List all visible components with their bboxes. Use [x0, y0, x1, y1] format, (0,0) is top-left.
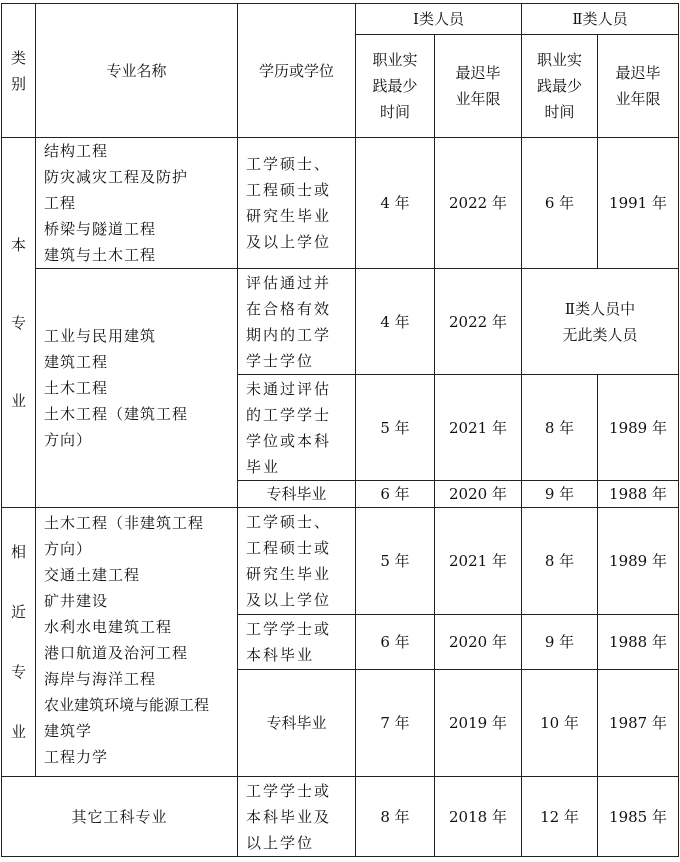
- c2-year: 1987 年: [598, 670, 679, 777]
- major-list: 工业与民用建筑 建筑工程 土木工程 土木工程（建筑工程 方向）: [36, 269, 238, 508]
- c2-note: Ⅱ类人员中 无此类人员: [522, 269, 679, 375]
- table-row: [2, 777, 679, 857]
- c2-time: 12 年: [522, 777, 598, 857]
- requirements-table: [1, 3, 679, 857]
- degree-cell: 工学学士或 本科毕业: [238, 615, 356, 670]
- c1-year: 2022 年: [435, 269, 522, 375]
- header-c1-latest-grad: 最迟毕 业年限: [435, 35, 522, 138]
- degree-cell: 工学硕士、 工程硕士或 研究生毕业 及以上学位: [238, 138, 356, 269]
- c1-year: 2021 年: [435, 375, 522, 481]
- c1-time: 5 年: [356, 375, 435, 481]
- degree-cell: 未通过评估 的工学学士 学位或本科 毕业: [238, 375, 356, 481]
- header-class-1: Ⅰ类人员: [356, 4, 522, 35]
- c1-time: 5 年: [356, 508, 435, 615]
- c2-time: 6 年: [522, 138, 598, 269]
- c2-year: 1988 年: [598, 481, 679, 508]
- major-list: 土木工程（非建筑工程 方向） 交通土建工程 矿井建设 水利水电建筑工程 港口航道及治河工程 海岸与海洋工程 农业建筑环境与能源工程 建筑学 工程力学: [36, 508, 238, 777]
- c1-time: 6 年: [356, 615, 435, 670]
- degree-cell: 专科毕业: [238, 481, 356, 508]
- header-degree: 学历或学位: [238, 4, 356, 138]
- c2-year: 1989 年: [598, 375, 679, 481]
- table-row: [2, 508, 679, 615]
- degree-cell: 评估通过并 在合格有效 期内的工学 学士学位: [238, 269, 356, 375]
- c2-time: 8 年: [522, 375, 598, 481]
- c1-time: 8 年: [356, 777, 435, 857]
- document-page: [0, 3, 680, 862]
- header-row-1: [2, 4, 679, 35]
- category-other: 其它工科专业: [2, 777, 238, 857]
- c1-time: 7 年: [356, 670, 435, 777]
- c1-year: 2020 年: [435, 615, 522, 670]
- header-category: 类别: [2, 4, 36, 138]
- category-benzhuanye: 本 专 业: [2, 138, 36, 508]
- c1-year: 2022 年: [435, 138, 522, 269]
- c1-year: 2018 年: [435, 777, 522, 857]
- c2-time: 10 年: [522, 670, 598, 777]
- c1-year: 2021 年: [435, 508, 522, 615]
- c1-year: 2020 年: [435, 481, 522, 508]
- category-xiangjin: 相 近 专 业: [2, 508, 36, 777]
- header-major-name: 专业名称: [36, 4, 238, 138]
- c2-year: 1985 年: [598, 777, 679, 857]
- header-c2-min-practice: 职业实 践最少 时间: [522, 35, 598, 138]
- c1-time: 4 年: [356, 138, 435, 269]
- major-list: 结构工程 防灾减灾工程及防护 工程 桥梁与隧道工程 建筑与土木工程: [36, 138, 238, 269]
- degree-cell: 工学学士或 本科毕业及 以上学位: [238, 777, 356, 857]
- header-c2-latest-grad: 最迟毕 业年限: [598, 35, 679, 138]
- c2-year: 1989 年: [598, 508, 679, 615]
- header-c1-min-practice: 职业实 践最少 时间: [356, 35, 435, 138]
- c2-year: 1991 年: [598, 138, 679, 269]
- c1-year: 2019 年: [435, 670, 522, 777]
- c2-time: 9 年: [522, 615, 598, 670]
- header-class-2: Ⅱ类人员: [522, 4, 679, 35]
- degree-cell: 专科毕业: [238, 670, 356, 777]
- c2-year: 1988 年: [598, 615, 679, 670]
- c1-time: 4 年: [356, 269, 435, 375]
- c2-time: 8 年: [522, 508, 598, 615]
- table-row: [2, 138, 679, 269]
- c2-time: 9 年: [522, 481, 598, 508]
- degree-cell: 工学硕士、 工程硕士或 研究生毕业 及以上学位: [238, 508, 356, 615]
- c1-time: 6 年: [356, 481, 435, 508]
- table-row: [2, 269, 679, 375]
